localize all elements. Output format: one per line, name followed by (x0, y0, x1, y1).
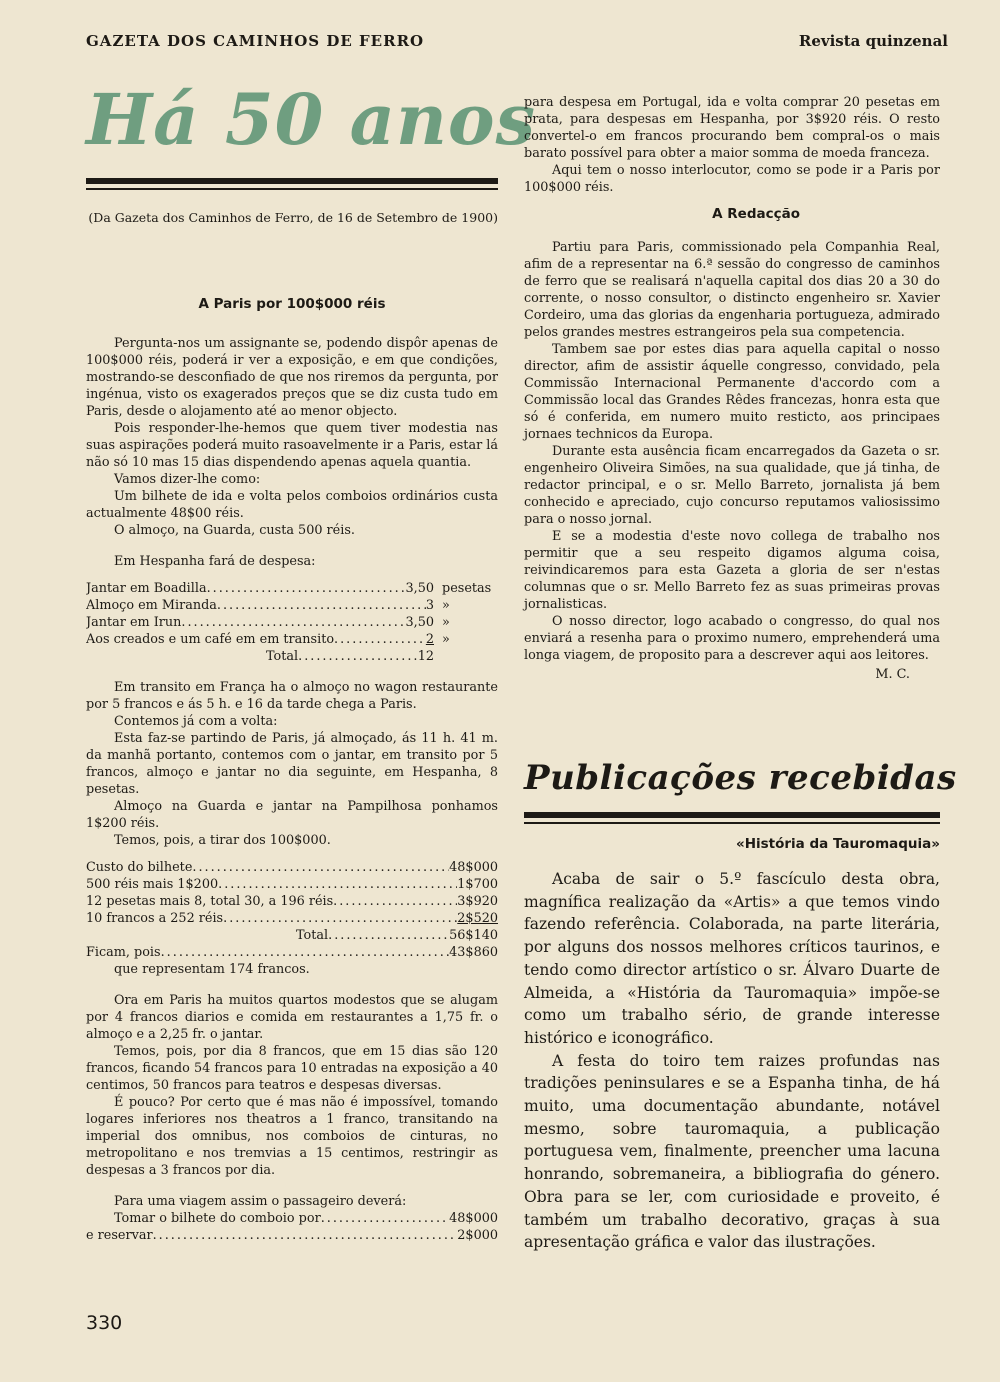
left-column (86, 296, 498, 1244)
right-column-top (524, 94, 940, 683)
congress-paragraph: E se a modestia d'este novo collega de trabalho nos permitir que a seu respeito digamos alguma coisa, reivindicaremos para esta Gazeta a gloria de ser n'estas columnas que o sr. Mello Barreto fez as suas primeiras provas jornalisticas. (524, 529, 940, 612)
paris-paragraph: Pois responder-lhe-hemos que quem tiver modestia nas suas aspirações poderá muito rasoavelmente ir a Paris, estar lá não só 10 mas 15 dias dispendendo apenas aquela quantia. (86, 421, 498, 470)
paris-heading: A Paris por 100$000 réis (198, 296, 386, 312)
congress-paragraph: Durante esta ausência ficam encarregados da Gazeta o sr. engenheiro Oliveira Simões, na sua qualidade, que já tinha, de redactor principal, e o sr. Mello Barreto, jornalista já bem conhecido e apreciado, cujo concurso reputamos valiosissimo para o nosso jornal. (524, 444, 940, 527)
title-rule-thick (86, 178, 498, 184)
congress-paragraph: Tambem sae por estes dias para aquella capital o nosso director, afim de assistir áquelle congresso, convidado, pela Commissão Internacional Permanente d'accordo com a Commissão local das Grandes Rêdes francezas, honra esta que só é conferida, em numero muito resticto, aos principaes jornaes technicos da Europa. (524, 342, 940, 442)
expense-row: Jantar em Boadilla ..... 3,50 pesetas (86, 580, 498, 597)
paris-paragraph: É pouco? Por certo que é mas não é impossível, tomando logares inferiores nos theatros a 1 franco, transitando na imperial dos omnibus, nos comboios de cinturas, no metropolitano e nos tremvias a 15 centimos, restringir as despesas a 3 francos por dia. (86, 1095, 498, 1178)
cost-remain-row: Ficam, pois ..... 43$860 (86, 944, 498, 961)
paris-paragraph: Temos, pois, a tirar dos 100$000. (114, 833, 331, 848)
redaccao-signature: A Redacção (712, 206, 800, 222)
publication-paragraph: Acaba de sair o 5.º fascículo desta obra, magnífica realização da «Artis» a que temos vindo fazendo referência. Colaborada, na parte literária, por alguns dos nossos melhores críticos taurinos, e tendo como director artístico o sr. Álvaro Duarte de Almeida, a «História da Tauromaquia» impõe-se como um trabalho sério, de grande interesse histórico e iconográfico. (524, 870, 940, 1047)
paris-paragraph: Um bilhete de ida e volta pelos comboios ordinários custa actualmente 48$00 réis. (86, 489, 498, 521)
publications-rule-thick (524, 812, 940, 818)
final-row: e reservar ..... 2$000 (86, 1227, 498, 1244)
cost-row: 10 francos a 252 réis ..... 2$520 (86, 910, 498, 927)
title-rule-thin (86, 188, 498, 190)
paris-paragraph: Ora em Paris ha muitos quartos modestos que se alugam por 4 francos diarios e comida em restaurantes a 1,75 fr. o almoço e a 2,25 fr. o jantar. (86, 993, 498, 1042)
paris-paragraph: Contemos já com a volta: (114, 714, 278, 729)
paris-paragraph: Em transito em França ha o almoço no wagon restaurante por 5 francos e ás 5 h. e 16 da tarde chega a Paris. (86, 680, 498, 712)
publications-body (524, 868, 940, 1254)
publication-subtitle: «História da Tauromaquia» (735, 836, 940, 852)
journal-header: GAZETA DOS CAMINHOS DE FERRO (86, 32, 425, 50)
publications-title: Publicações recebidas (524, 758, 957, 798)
cost-row: 12 pesetas mais 8, total 30, a 196 réis ..... 3$920 (86, 893, 498, 910)
cost-row: 500 réis mais 1$200 ..... 1$700 (86, 876, 498, 893)
column-title: Há 50 anos (86, 78, 536, 161)
cost-remain-note: que representam 174 francos. (114, 962, 310, 977)
expense-row: Aos creados e um café em em transito ..... 2 » (86, 631, 498, 648)
publications-rule-thin (524, 822, 940, 824)
final-row: Tomar o bilhete do comboio por ..... 48$000 (86, 1210, 498, 1227)
paris-paragraph: Esta faz-se partindo de Paris, já almoçado, ás 11 h. 41 m. da manhã portanto, contemos com o jantar, em transito por 5 francos, almoço e jantar no dia seguinte, em Hespanha, 8 pesetas. (86, 731, 498, 797)
periodicity-header: Revista quinzenal (798, 32, 948, 50)
paris-paragraph: O almoço, na Guarda, custa 500 réis. (114, 523, 355, 538)
cost-total-row: Total ..... 56$140 (86, 927, 498, 944)
paris-paragraph: Pergunta-nos um assignante se, podendo dispôr apenas de 100$000 réis, poderá ir ver a exposição, e em que condições, mostrando-se desconfiado de que nos riremos da pergunta, por ingénua, visto os exagerados preços que se diz custa tudo em Paris, desde o alojamento até ao menor objecto. (86, 336, 498, 419)
paris-paragraph: Almoço na Guarda e jantar na Pampilhosa ponhamos 1$200 réis. (86, 799, 498, 831)
paris-paragraph: Para uma viagem assim o passageiro deverá: (114, 1194, 407, 1209)
cost-table (86, 859, 498, 978)
cost-row: Custo do bilhete ..... 48$000 (86, 859, 498, 876)
expense-row: Almoço em Miranda ..... 3 » (86, 597, 498, 614)
paris-continuation: para despesa em Portugal, ida e volta comprar 20 pesetas em prata, para despesas em Hespanha, por 3$920 réis. O resto convertel-o em francos procurando bem compral-os o mais barato possível para obter a maior somma de moeda franceza. (524, 95, 940, 161)
spain-expenses-table (86, 580, 498, 665)
expense-row: Jantar em Irun ..... 3,50 » (86, 614, 498, 631)
expense-total-row: Total ..... 12 (86, 648, 498, 665)
final-table (86, 1210, 498, 1244)
paris-continuation: Aqui tem o nosso interlocutor, como se pode ir a Paris por 100$000 réis. (524, 163, 940, 195)
congress-paragraph: O nosso director, logo acabado o congresso, do qual nos enviará a resenha para o proximo numero, emprehenderá uma longa viagem, de proposito para a descrever aqui aos leitores. (524, 614, 940, 663)
congress-paragraph: Partiu para Paris, commissionado pela Companhia Real, afim de a representar na 6.ª sessão do congresso de caminhos de ferro que se realisará n'aquella capital dos dias 20 a 30 do corrente, o nosso consultor, o distincto engenheiro sr. Xavier Cordeiro, uma das glorias da engenharia portugueza, admirado pelos grandes mestres estrangeiros pela sua competencia. (524, 240, 940, 340)
publication-paragraph: A festa do toiro tem raizes profundas nas tradições peninsulares e se a Espanha tinha, de há muito, uma documentação abundante, notável mesmo, sobre tauromaquia, a publicação portuguesa vem, finalmente, preencher uma lacuna honrando, sobremaneira, a bibliografia do género. Obra para se ler, com curiosidade e proveito, é também um trabalho decorativo, graças à sua apresentação gráfica e valor das ilustrações. (524, 1051, 940, 1252)
source-line: (Da Gazeta dos Caminhos de Ferro, de 16 de Setembro de 1900) (88, 210, 498, 225)
paris-paragraph: Temos, pois, por dia 8 francos, que em 15 dias são 120 francos, ficando 54 francos para 10 entradas na exposição a 40 centimos, 50 francos para teatros e despesas diversas. (86, 1044, 498, 1093)
page-number: 330 (86, 1312, 123, 1334)
paris-paragraph: Em Hespanha fará de despesa: (114, 554, 316, 569)
paris-paragraph: Vamos dizer-lhe como: (114, 472, 261, 487)
mc-signature: M. C. (875, 667, 910, 682)
